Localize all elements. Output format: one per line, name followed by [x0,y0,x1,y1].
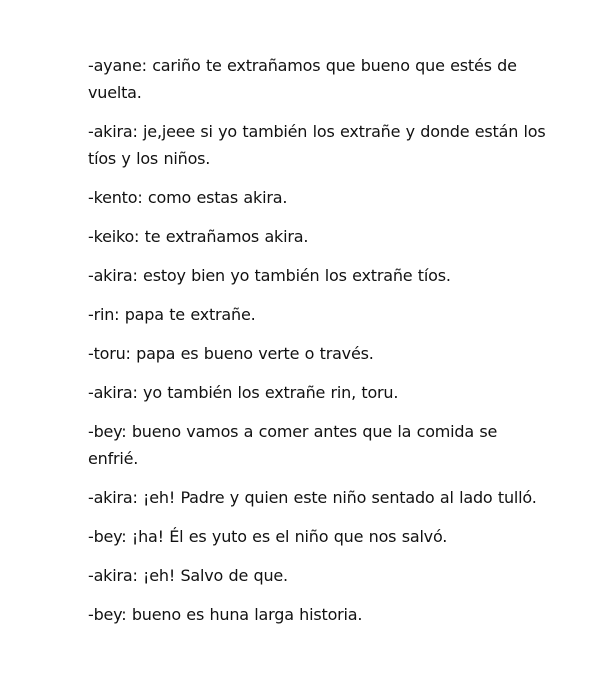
dialogue-line: -rin: papa te extrañe. [88,305,256,324]
dialogue-line: -akira: estoy bien yo también los extrañe tíos. [88,266,451,285]
dialogue-line: -toru: papa es bueno verte o través. [88,344,374,363]
dialogue-line: -akira: yo también los extrañe rin, toru. [88,383,399,402]
dialogue-line: -bey: ¡ha! Él es yuto es el niño que nos salvó. [88,527,448,546]
dialogue-line: -kento: como estas akira. [88,188,288,207]
dialogue-line: -akira: ¡eh! Salvo de que. [88,566,288,585]
dialogue-line: -ayane: cariño te extrañamos que bueno que estés de vuelta. [88,56,517,102]
dialogue-line: -bey: bueno vamos a comer antes que la comida se enfrié. [88,422,498,468]
document-page [88,52,548,628]
dialogue-line: -keiko: te extrañamos akira. [88,227,309,246]
dialogue-line: -akira: ¡eh! Padre y quien este niño sentado al lado tulló. [88,488,537,507]
dialogue-line: -akira: je,jeee si yo también los extrañe y donde están los tíos y los niños. [88,122,546,168]
dialogue-line: -bey: bueno es huna larga historia. [88,605,363,624]
